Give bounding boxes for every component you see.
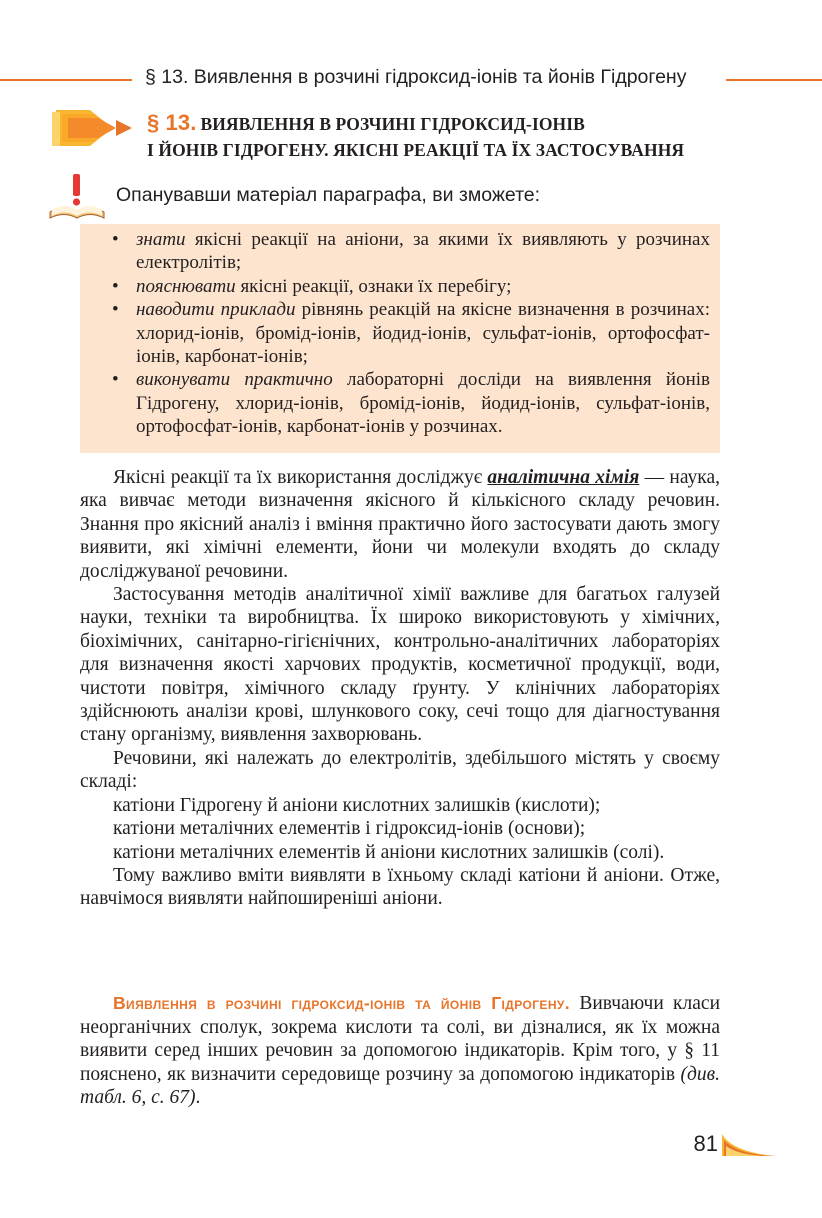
paragraph-text: Якісні реакції та їх використання досліджує [113,467,488,488]
goal-item [110,298,710,368]
paragraph-text: — наука, яка вивчає методи визначення якісного й кількісного складу речовин. Знання про якісний аналіз і вміння практично його застосувати дають змогу виявити, які хімічні елементи, йони чи молекули входять до складу досліджуваної речовини. [80,467,720,582]
page-number: 81 [693,1131,718,1156]
body-text [80,466,720,911]
list-line: катіони металічних елементів й аніони кислотних залишків (солі). [113,841,665,863]
bullet: • [112,369,119,391]
goal-item [110,228,710,275]
goal-text: рівнянь реакцій на якісне визначення в розчинах: хлорид-іонів, бромід-іонів, йодид-іонів, сульфат-іонів, ортофосфат-іонів, карбонат-іонів; [136,299,710,368]
goal-item [110,275,710,298]
bullet: • [112,275,119,297]
section-number: § 13. [147,110,197,135]
goal-item [110,368,710,438]
goal-text: якісні реакції на аніони, за якими їх виявляють у розчинах електролітів; [136,229,710,274]
goal-verb: наводити приклади [136,299,296,321]
paragraph: Тому важливо вміти виявляти в їхньому складі катіони й аніони. Отже, навчімося виявляти найпоширеніші аніони. [80,864,720,910]
section-title [147,110,767,163]
header-rule-right [726,79,822,81]
goal-text: лабораторні досліди на виявлення йонів Гідрогену, хлорид-іонів, бромід-іонів, йодид-іонів, сульфат-іонів, ортофосфат-іонів, карбонат-іонів у розчинах. [136,369,710,438]
paragraph [80,992,720,1110]
bullet: • [112,229,119,250]
paragraph: Застосування методів аналітичної хімії важливе для багатьох галузей науки, техніки та виробництва. Їх широко використовують у хімічних, біохімічних, санітарно-гігієнічних, контрольно-аналітичних лабораторіях для визначення якості харчових продуктів, косметичної продукції, води, чистоти повітря, хімічного складу ґрунту. У клінічних лабораторіях здійснюють аналізи крові, шлункового соку, сечі тощо для діагностування стану організму, виявлення захворювань. [80,584,720,746]
bullet: • [112,299,119,321]
goals-list [110,228,710,439]
page-corner-swoosh-icon [720,1132,778,1158]
goal-verb: знати [136,229,186,250]
paragraph-end: . [195,1087,201,1109]
subsection-heading: Виявлення в розчині гідроксид-іонів та йонів Гідрогену. [113,993,571,1013]
section-title-line-2: І ЙОНІВ ГІДРОГЕНУ. ЯКІСНІ РЕАКЦІЇ ТА ЇХ ЗАСТОСУВАННЯ [147,140,685,160]
list-line: катіони металічних елементів і гідроксид-іонів (основи); [113,818,586,840]
open-book-exclamation-icon [46,172,108,220]
goal-text: якісні реакції, ознаки їх перебігу; [235,275,512,297]
key-term: аналітична хімія [487,467,640,488]
paragraph [80,466,720,583]
paragraph: Речовини, які належать до електролітів, здебільшого містять у своєму складі: [80,747,720,793]
goal-verb: виконувати практично [136,369,333,391]
table-reference: (див. табл. 6, с. 67) [80,1063,720,1109]
running-header [0,62,822,96]
list-line: катіони Гідрогену й аніони кислотних залишків (кислоти); [113,794,601,816]
section-title-line-1: ВИЯВЛЕННЯ В РОЗЧИНІ ГІДРОКСИД-ІОНІВ [200,114,585,134]
goals-intro: Опанувавши матеріал параграфа, ви зможете: [116,184,541,206]
running-title: § 13. Виявлення в розчині гідроксид-іонів та йонів Гідрогену [145,66,687,88]
folder-arrow-icon [50,106,140,150]
header-rule-left [0,79,132,81]
paragraph-text: Вивчаючи класи неорганічних сполук, зокрема кислоти та солі, ви дізналися, як їх можна виявити серед інших речовин за допомогою індикаторів. Крім того, у § 11 пояснено, як визначити середовище розчину за допомогою індикаторів [80,993,721,1085]
subsection [80,992,720,1110]
goal-verb: пояснювати [136,275,236,297]
